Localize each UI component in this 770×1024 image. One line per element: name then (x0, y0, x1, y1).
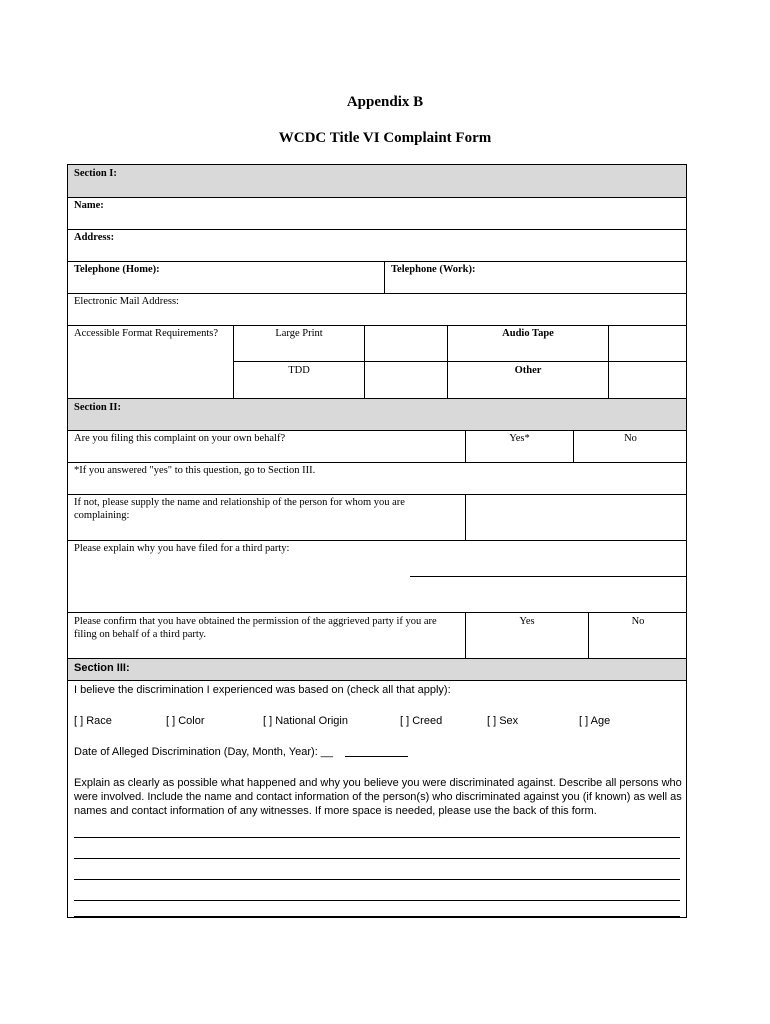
checkbox-color[interactable]: [ ] Color (166, 715, 205, 727)
row-divider (67, 612, 687, 613)
address-label: Address: (74, 232, 115, 243)
audio-tape-label: Audio Tape (502, 328, 554, 339)
row-divider (67, 540, 687, 541)
row-divider (67, 462, 687, 463)
checkbox-creed[interactable]: [ ] Creed (400, 715, 443, 727)
answer-line (410, 576, 687, 577)
appendix-heading: Appendix B (346, 94, 424, 110)
section-2-shade (68, 399, 686, 430)
email-label: Electronic Mail Address: (74, 296, 179, 307)
response-line[interactable] (74, 844, 680, 859)
other-label: Other (514, 365, 542, 376)
row-divider (67, 229, 687, 230)
date-input-line[interactable] (345, 756, 408, 757)
yes-note: *If you answered "yes" to this question, go to Section III. (74, 465, 316, 476)
response-line[interactable] (74, 823, 680, 838)
large-print-label: Large Print (275, 328, 323, 339)
response-line[interactable] (74, 865, 680, 880)
section-3-heading: Section III: (74, 662, 130, 674)
explain-instructions: Explain as clearly as possible what happened and why you believe you were discriminated against. Describe all persons who were involved. Include the name and contact information of the person(s) who discriminated against you (if known) as well as names and contact information of any witnesses. If more space is needed, please use the back of this form. (74, 777, 682, 817)
explain-third-party-label: Please explain why you have filed for a third party: (74, 543, 290, 554)
row-divider (67, 197, 687, 198)
response-line[interactable] (74, 886, 680, 901)
yes-star-option: Yes* (509, 433, 530, 444)
response-line[interactable] (74, 902, 680, 917)
row-divider (67, 680, 687, 681)
confirm-permission-label: Please confirm that you have obtained the permission of the aggrieved party if you are filing on behalf of a third party. (74, 616, 437, 640)
if-not-label: If not, please supply the name and relationship of the person for whom you are complaining: (74, 497, 405, 521)
confirm-no-option: No (631, 616, 645, 627)
checkbox-national-origin[interactable]: [ ] National Origin (263, 715, 348, 727)
row-divider (67, 430, 687, 431)
row-divider (67, 398, 687, 399)
own-behalf-question: Are you filing this complaint on your own behalf? (74, 433, 286, 444)
checkbox-sex[interactable]: [ ] Sex (487, 715, 519, 727)
date-label: Date of Alleged Discrimination (Day, Month, Year): __ (74, 746, 334, 758)
phone-work-label: Telephone (Work): (391, 264, 476, 275)
row-divider (67, 261, 687, 262)
row-divider (67, 325, 687, 326)
confirm-yes-option: Yes (519, 616, 535, 627)
no-option: No (624, 433, 637, 444)
form-title: WCDC Title VI Complaint Form (278, 130, 492, 146)
accessible-format-label: Accessible Format Requirements? (74, 328, 219, 339)
row-divider (67, 494, 687, 495)
row-divider (233, 361, 687, 362)
section-1-heading: Section I: (74, 168, 117, 179)
phone-home-label: Telephone (Home): (74, 264, 160, 275)
checkbox-age[interactable]: [ ] Age (579, 715, 611, 727)
checkbox-race[interactable]: [ ] Race (74, 715, 112, 727)
col-divider (465, 494, 466, 540)
name-label: Name: (74, 200, 104, 211)
col-divider (384, 261, 385, 293)
basis-intro: I believe the discrimination I experienced was based on (check all that apply): (74, 684, 451, 696)
section-3-shade (68, 659, 686, 680)
col-divider (608, 325, 609, 398)
row-divider (67, 658, 687, 659)
col-divider (364, 325, 365, 398)
section-2-heading: Section II: (74, 402, 121, 413)
section-1-shade (68, 165, 686, 197)
row-divider (67, 293, 687, 294)
tdd-label: TDD (288, 365, 310, 376)
